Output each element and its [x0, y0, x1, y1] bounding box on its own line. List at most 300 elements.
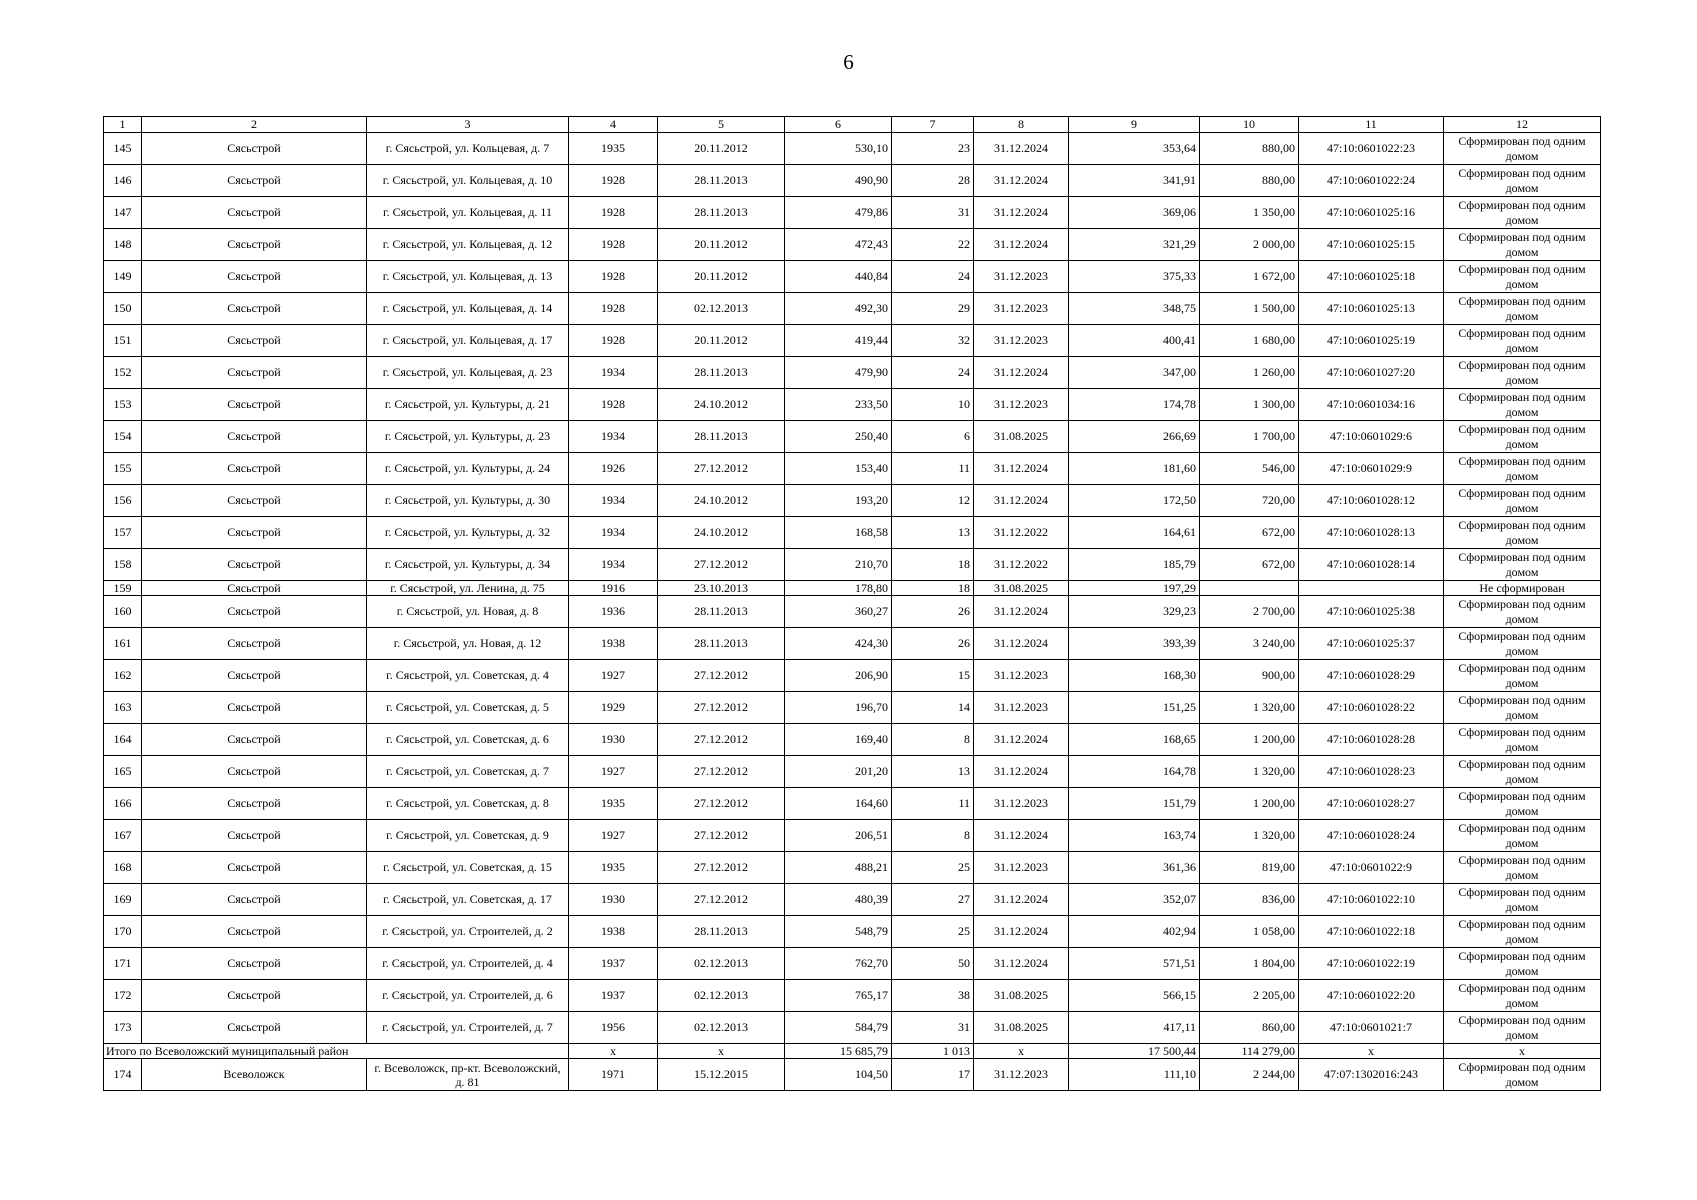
date-cell: 24.10.2012 — [658, 485, 785, 517]
area2-cell: 164,61 — [1069, 517, 1200, 549]
column-number: 6 — [785, 117, 892, 133]
area-cell: 233,50 — [785, 389, 892, 421]
land-status-cell: Сформирован под одним домом — [1444, 852, 1601, 884]
land-status-cell: Сформирован под одним домом — [1444, 165, 1601, 197]
land-status-cell: Сформирован под одним домом — [1444, 1059, 1601, 1091]
table-row — [104, 581, 1601, 596]
land-status-cell: Сформирован под одним домом — [1444, 325, 1601, 357]
area-cell: 762,70 — [785, 948, 892, 980]
date-cell: 02.12.2013 — [658, 293, 785, 325]
address-cell: г. Сясьстрой, ул. Кольцевая, д. 17 — [367, 325, 569, 357]
year-cell: 1938 — [569, 628, 658, 660]
year-cell: 1928 — [569, 165, 658, 197]
residents-cell: 22 — [892, 229, 974, 261]
locality-cell: Сясьстрой — [142, 596, 367, 628]
area2-cell: 185,79 — [1069, 549, 1200, 581]
table-row — [104, 549, 1601, 581]
cadastral-number-cell: 47:10:0601025:38 — [1299, 596, 1444, 628]
residents-cell: 24 — [892, 261, 974, 293]
land-status-cell: Сформирован под одним домом — [1444, 596, 1601, 628]
cadastral-number-cell: 47:10:0601025:15 — [1299, 229, 1444, 261]
total-date: x — [658, 1044, 785, 1059]
table-row — [104, 229, 1601, 261]
address-cell: г. Сясьстрой, ул. Строителей, д. 2 — [367, 916, 569, 948]
date-cell: 28.11.2013 — [658, 165, 785, 197]
row-number-cell: 149 — [104, 261, 142, 293]
area2-cell: 393,39 — [1069, 628, 1200, 660]
land-area-cell: 1 320,00 — [1200, 820, 1299, 852]
date-cell: 23.10.2013 — [658, 581, 785, 596]
row-number-cell: 171 — [104, 948, 142, 980]
cadastral-number-cell: 47:10:0601022:20 — [1299, 980, 1444, 1012]
locality-cell: Сясьстрой — [142, 357, 367, 389]
area2-cell: 181,60 — [1069, 453, 1200, 485]
deadline-cell: 31.12.2023 — [974, 293, 1069, 325]
row-number-cell: 148 — [104, 229, 142, 261]
area-cell: 164,60 — [785, 788, 892, 820]
area2-cell: 172,50 — [1069, 485, 1200, 517]
row-number-cell: 170 — [104, 916, 142, 948]
year-cell: 1930 — [569, 724, 658, 756]
deadline-cell: 31.12.2024 — [974, 197, 1069, 229]
column-number: 4 — [569, 117, 658, 133]
deadline-cell: 31.12.2023 — [974, 1059, 1069, 1091]
locality-cell: Сясьстрой — [142, 293, 367, 325]
deadline-cell: 31.12.2023 — [974, 325, 1069, 357]
total-residents: 1 013 — [892, 1044, 974, 1059]
year-cell: 1928 — [569, 261, 658, 293]
deadline-cell: 31.12.2024 — [974, 724, 1069, 756]
cadastral-number-cell: 47:10:0601034:16 — [1299, 389, 1444, 421]
residents-cell: 38 — [892, 980, 974, 1012]
table-row — [104, 453, 1601, 485]
residents-cell: 18 — [892, 549, 974, 581]
area-cell: 193,20 — [785, 485, 892, 517]
land-area-cell: 1 200,00 — [1200, 724, 1299, 756]
area2-cell: 266,69 — [1069, 421, 1200, 453]
address-cell: г. Сясьстрой, ул. Советская, д. 9 — [367, 820, 569, 852]
locality-cell: Всеволожск — [142, 1059, 367, 1091]
table-row — [104, 325, 1601, 357]
row-number-cell: 153 — [104, 389, 142, 421]
table-row — [104, 980, 1601, 1012]
locality-cell: Сясьстрой — [142, 660, 367, 692]
row-number-cell: 158 — [104, 549, 142, 581]
row-number-cell: 172 — [104, 980, 142, 1012]
area2-cell: 347,00 — [1069, 357, 1200, 389]
locality-cell: Сясьстрой — [142, 197, 367, 229]
residents-cell: 18 — [892, 581, 974, 596]
locality-cell: Сясьстрой — [142, 788, 367, 820]
deadline-cell: 31.08.2025 — [974, 581, 1069, 596]
area-cell: 104,50 — [785, 1059, 892, 1091]
residents-cell: 10 — [892, 389, 974, 421]
table-row — [104, 517, 1601, 549]
locality-cell: Сясьстрой — [142, 581, 367, 596]
total-land-area: 114 279,00 — [1200, 1044, 1299, 1059]
land-status-cell: Сформирован под одним домом — [1444, 820, 1601, 852]
land-area-cell: 2 244,00 — [1200, 1059, 1299, 1091]
land-area-cell: 672,00 — [1200, 549, 1299, 581]
total-row — [104, 1044, 1601, 1059]
table-row — [104, 133, 1601, 165]
area2-cell: 571,51 — [1069, 948, 1200, 980]
land-area-cell: 2 700,00 — [1200, 596, 1299, 628]
column-number-row — [104, 117, 1601, 133]
date-cell: 27.12.2012 — [658, 724, 785, 756]
land-area-cell: 1 500,00 — [1200, 293, 1299, 325]
land-status-cell: Сформирован под одним домом — [1444, 197, 1601, 229]
table-row — [104, 660, 1601, 692]
area-cell: 530,10 — [785, 133, 892, 165]
land-area-cell: 2 000,00 — [1200, 229, 1299, 261]
area-cell: 765,17 — [785, 980, 892, 1012]
year-cell: 1935 — [569, 852, 658, 884]
deadline-cell: 31.08.2025 — [974, 421, 1069, 453]
land-area-cell: 2 205,00 — [1200, 980, 1299, 1012]
date-cell: 20.11.2012 — [658, 229, 785, 261]
address-cell: г. Сясьстрой, ул. Кольцевая, д. 10 — [367, 165, 569, 197]
area-cell: 206,51 — [785, 820, 892, 852]
table-row — [104, 628, 1601, 660]
row-number-cell: 162 — [104, 660, 142, 692]
deadline-cell: 31.12.2024 — [974, 916, 1069, 948]
area2-cell: 151,25 — [1069, 692, 1200, 724]
address-cell: г. Сясьстрой, ул. Советская, д. 7 — [367, 756, 569, 788]
locality-cell: Сясьстрой — [142, 517, 367, 549]
land-area-cell: 1 320,00 — [1200, 756, 1299, 788]
date-cell: 20.11.2012 — [658, 133, 785, 165]
residents-cell: 8 — [892, 820, 974, 852]
area2-cell: 164,78 — [1069, 756, 1200, 788]
date-cell: 15.12.2015 — [658, 1059, 785, 1091]
land-status-cell: Сформирован под одним домом — [1444, 1012, 1601, 1044]
address-cell: г. Сясьстрой, ул. Ленина, д. 75 — [367, 581, 569, 596]
land-area-cell: 880,00 — [1200, 133, 1299, 165]
date-cell: 02.12.2013 — [658, 948, 785, 980]
land-area-cell: 1 320,00 — [1200, 692, 1299, 724]
locality-cell: Сясьстрой — [142, 692, 367, 724]
locality-cell: Сясьстрой — [142, 628, 367, 660]
cadastral-number-cell: 47:10:0601021:7 — [1299, 1012, 1444, 1044]
year-cell: 1928 — [569, 389, 658, 421]
land-status-cell: Сформирован под одним домом — [1444, 628, 1601, 660]
row-number-cell: 154 — [104, 421, 142, 453]
table-row — [104, 692, 1601, 724]
address-cell: г. Сясьстрой, ул. Кольцевая, д. 13 — [367, 261, 569, 293]
year-cell: 1934 — [569, 517, 658, 549]
deadline-cell: 31.12.2024 — [974, 485, 1069, 517]
land-status-cell: Сформирован под одним домом — [1444, 421, 1601, 453]
deadline-cell: 31.12.2024 — [974, 596, 1069, 628]
land-status-cell: Сформирован под одним домом — [1444, 916, 1601, 948]
date-cell: 24.10.2012 — [658, 517, 785, 549]
area-cell: 196,70 — [785, 692, 892, 724]
year-cell: 1971 — [569, 1059, 658, 1091]
deadline-cell: 31.12.2023 — [974, 389, 1069, 421]
deadline-cell: 31.12.2022 — [974, 549, 1069, 581]
area-cell: 584,79 — [785, 1012, 892, 1044]
land-area-cell: 720,00 — [1200, 485, 1299, 517]
date-cell: 28.11.2013 — [658, 197, 785, 229]
area2-cell: 197,29 — [1069, 581, 1200, 596]
locality-cell: Сясьстрой — [142, 756, 367, 788]
area2-cell: 375,33 — [1069, 261, 1200, 293]
area-cell: 424,30 — [785, 628, 892, 660]
residents-cell: 11 — [892, 788, 974, 820]
area2-cell: 566,15 — [1069, 980, 1200, 1012]
land-status-cell: Сформирован под одним домом — [1444, 261, 1601, 293]
table-row — [104, 916, 1601, 948]
area-cell: 479,90 — [785, 357, 892, 389]
year-cell: 1927 — [569, 820, 658, 852]
land-status-cell: Сформирован под одним домом — [1444, 133, 1601, 165]
year-cell: 1929 — [569, 692, 658, 724]
cadastral-number-cell: 47:07:1302016:243 — [1299, 1059, 1444, 1091]
deadline-cell: 31.12.2023 — [974, 852, 1069, 884]
address-cell: г. Сясьстрой, ул. Кольцевая, д. 11 — [367, 197, 569, 229]
address-cell: г. Сясьстрой, ул. Культуры, д. 34 — [367, 549, 569, 581]
land-status-cell: Сформирован под одним домом — [1444, 549, 1601, 581]
column-number: 9 — [1069, 117, 1200, 133]
land-status-cell: Сформирован под одним домом — [1444, 485, 1601, 517]
residents-cell: 15 — [892, 660, 974, 692]
row-number-cell: 152 — [104, 357, 142, 389]
column-number: 12 — [1444, 117, 1601, 133]
land-status-cell: Не сформирован — [1444, 581, 1601, 596]
year-cell: 1956 — [569, 1012, 658, 1044]
address-cell: г. Сясьстрой, ул. Кольцевая, д. 7 — [367, 133, 569, 165]
area-cell: 206,90 — [785, 660, 892, 692]
land-area-cell: 3 240,00 — [1200, 628, 1299, 660]
land-status-cell: Сформирован под одним домом — [1444, 788, 1601, 820]
residents-cell: 13 — [892, 756, 974, 788]
column-number: 10 — [1200, 117, 1299, 133]
area2-cell: 174,78 — [1069, 389, 1200, 421]
address-cell: г. Сясьстрой, ул. Культуры, д. 24 — [367, 453, 569, 485]
year-cell: 1916 — [569, 581, 658, 596]
land-area-cell: 1 672,00 — [1200, 261, 1299, 293]
table-row — [104, 293, 1601, 325]
total-area2: 17 500,44 — [1069, 1044, 1200, 1059]
row-number-cell: 145 — [104, 133, 142, 165]
land-status-cell: Сформирован под одним домом — [1444, 884, 1601, 916]
deadline-cell: 31.08.2025 — [974, 1012, 1069, 1044]
residents-cell: 31 — [892, 197, 974, 229]
table-row — [104, 485, 1601, 517]
row-number-cell: 156 — [104, 485, 142, 517]
land-area-cell: 1 700,00 — [1200, 421, 1299, 453]
address-cell: г. Сясьстрой, ул. Культуры, д. 32 — [367, 517, 569, 549]
area2-cell: 369,06 — [1069, 197, 1200, 229]
housing-table — [103, 116, 1601, 1091]
land-area-cell: 819,00 — [1200, 852, 1299, 884]
table-row — [104, 357, 1601, 389]
deadline-cell: 31.08.2025 — [974, 980, 1069, 1012]
locality-cell: Сясьстрой — [142, 980, 367, 1012]
area-cell: 548,79 — [785, 916, 892, 948]
locality-cell: Сясьстрой — [142, 884, 367, 916]
date-cell: 28.11.2013 — [658, 916, 785, 948]
row-number-cell: 166 — [104, 788, 142, 820]
table-body — [104, 117, 1601, 1091]
area2-cell: 348,75 — [1069, 293, 1200, 325]
row-number-cell: 160 — [104, 596, 142, 628]
area-cell: 419,44 — [785, 325, 892, 357]
cadastral-number-cell: 47:10:0601028:13 — [1299, 517, 1444, 549]
table-row — [104, 788, 1601, 820]
land-status-cell: Сформирован под одним домом — [1444, 453, 1601, 485]
land-status-cell: Сформирован под одним домом — [1444, 293, 1601, 325]
date-cell: 27.12.2012 — [658, 549, 785, 581]
cadastral-number-cell — [1299, 581, 1444, 596]
land-status-cell: Сформирован под одним домом — [1444, 229, 1601, 261]
page-number: 6 — [843, 50, 854, 74]
total-status: x — [1444, 1044, 1601, 1059]
area-cell: 360,27 — [785, 596, 892, 628]
date-cell: 02.12.2013 — [658, 1012, 785, 1044]
address-cell: г. Сясьстрой, ул. Кольцевая, д. 23 — [367, 357, 569, 389]
date-cell: 27.12.2012 — [658, 756, 785, 788]
land-area-cell: 1 300,00 — [1200, 389, 1299, 421]
area-cell: 440,84 — [785, 261, 892, 293]
area2-cell: 352,07 — [1069, 884, 1200, 916]
year-cell: 1934 — [569, 549, 658, 581]
area2-cell: 417,11 — [1069, 1012, 1200, 1044]
year-cell: 1928 — [569, 325, 658, 357]
year-cell: 1934 — [569, 485, 658, 517]
residents-cell: 50 — [892, 948, 974, 980]
land-area-cell: 836,00 — [1200, 884, 1299, 916]
table-row — [104, 756, 1601, 788]
address-cell: г. Сясьстрой, ул. Кольцевая, д. 12 — [367, 229, 569, 261]
cadastral-number-cell: 47:10:0601028:22 — [1299, 692, 1444, 724]
column-number: 11 — [1299, 117, 1444, 133]
year-cell: 1935 — [569, 133, 658, 165]
year-cell: 1938 — [569, 916, 658, 948]
residents-cell: 24 — [892, 357, 974, 389]
locality-cell: Сясьстрой — [142, 820, 367, 852]
date-cell: 27.12.2012 — [658, 788, 785, 820]
year-cell: 1927 — [569, 660, 658, 692]
land-status-cell: Сформирован под одним домом — [1444, 980, 1601, 1012]
residents-cell: 27 — [892, 884, 974, 916]
land-area-cell: 1 804,00 — [1200, 948, 1299, 980]
address-cell: г. Сясьстрой, ул. Советская, д. 17 — [367, 884, 569, 916]
residents-cell: 12 — [892, 485, 974, 517]
row-number-cell: 165 — [104, 756, 142, 788]
date-cell: 24.10.2012 — [658, 389, 785, 421]
address-cell: г. Сясьстрой, ул. Советская, д. 6 — [367, 724, 569, 756]
land-status-cell: Сформирован под одним домом — [1444, 357, 1601, 389]
land-status-cell: Сформирован под одним домом — [1444, 692, 1601, 724]
row-number-cell: 163 — [104, 692, 142, 724]
year-cell: 1928 — [569, 293, 658, 325]
land-status-cell: Сформирован под одним домом — [1444, 948, 1601, 980]
land-area-cell: 860,00 — [1200, 1012, 1299, 1044]
row-number-cell: 164 — [104, 724, 142, 756]
address-cell: г. Сясьстрой, ул. Кольцевая, д. 14 — [367, 293, 569, 325]
column-number: 5 — [658, 117, 785, 133]
column-number: 8 — [974, 117, 1069, 133]
table-row — [104, 197, 1601, 229]
row-number-cell: 151 — [104, 325, 142, 357]
cadastral-number-cell: 47:10:0601022:24 — [1299, 165, 1444, 197]
address-cell: г. Сясьстрой, ул. Советская, д. 4 — [367, 660, 569, 692]
deadline-cell: 31.12.2022 — [974, 517, 1069, 549]
deadline-cell: 31.12.2024 — [974, 756, 1069, 788]
cadastral-number-cell: 47:10:0601025:19 — [1299, 325, 1444, 357]
cadastral-number-cell: 47:10:0601028:23 — [1299, 756, 1444, 788]
area2-cell: 168,30 — [1069, 660, 1200, 692]
total-cadastral: x — [1299, 1044, 1444, 1059]
area2-cell: 163,74 — [1069, 820, 1200, 852]
year-cell: 1937 — [569, 948, 658, 980]
area2-cell: 402,94 — [1069, 916, 1200, 948]
land-area-cell: 880,00 — [1200, 165, 1299, 197]
cadastral-number-cell: 47:10:0601022:19 — [1299, 948, 1444, 980]
cadastral-number-cell: 47:10:0601025:18 — [1299, 261, 1444, 293]
area2-cell: 353,64 — [1069, 133, 1200, 165]
locality-cell: Сясьстрой — [142, 549, 367, 581]
cadastral-number-cell: 47:10:0601025:37 — [1299, 628, 1444, 660]
total-label: Итого по Всеволожский муниципальный район — [104, 1044, 569, 1059]
land-area-cell: 672,00 — [1200, 517, 1299, 549]
date-cell: 28.11.2013 — [658, 596, 785, 628]
year-cell: 1935 — [569, 788, 658, 820]
cadastral-number-cell: 47:10:0601028:12 — [1299, 485, 1444, 517]
land-area-cell: 1 058,00 — [1200, 916, 1299, 948]
residents-cell: 26 — [892, 628, 974, 660]
locality-cell: Сясьстрой — [142, 916, 367, 948]
address-cell: г. Сясьстрой, ул. Новая, д. 8 — [367, 596, 569, 628]
column-number: 7 — [892, 117, 974, 133]
row-number-cell: 168 — [104, 852, 142, 884]
cadastral-number-cell: 47:10:0601025:16 — [1299, 197, 1444, 229]
address-cell: г. Сясьстрой, ул. Строителей, д. 7 — [367, 1012, 569, 1044]
residents-cell: 31 — [892, 1012, 974, 1044]
row-number-cell: 159 — [104, 581, 142, 596]
cadastral-number-cell: 47:10:0601028:27 — [1299, 788, 1444, 820]
year-cell: 1928 — [569, 229, 658, 261]
date-cell: 27.12.2012 — [658, 820, 785, 852]
column-number: 3 — [367, 117, 569, 133]
row-number-cell: 169 — [104, 884, 142, 916]
land-status-cell: Сформирован под одним домом — [1444, 660, 1601, 692]
total-deadline: x — [974, 1044, 1069, 1059]
area-cell: 488,21 — [785, 852, 892, 884]
date-cell: 28.11.2013 — [658, 628, 785, 660]
locality-cell: Сясьстрой — [142, 389, 367, 421]
area-cell: 168,58 — [785, 517, 892, 549]
locality-cell: Сясьстрой — [142, 485, 367, 517]
locality-cell: Сясьстрой — [142, 1012, 367, 1044]
year-cell: 1930 — [569, 884, 658, 916]
table-row — [104, 884, 1601, 916]
row-number-cell: 147 — [104, 197, 142, 229]
cadastral-number-cell: 47:10:0601022:9 — [1299, 852, 1444, 884]
year-cell: 1927 — [569, 756, 658, 788]
date-cell: 02.12.2013 — [658, 980, 785, 1012]
table-row — [104, 165, 1601, 197]
row-number-cell: 157 — [104, 517, 142, 549]
table-row — [104, 852, 1601, 884]
column-number: 1 — [104, 117, 142, 133]
land-status-cell: Сформирован под одним домом — [1444, 389, 1601, 421]
area2-cell: 341,91 — [1069, 165, 1200, 197]
address-cell: г. Сясьстрой, ул. Новая, д. 12 — [367, 628, 569, 660]
area-cell: 153,40 — [785, 453, 892, 485]
